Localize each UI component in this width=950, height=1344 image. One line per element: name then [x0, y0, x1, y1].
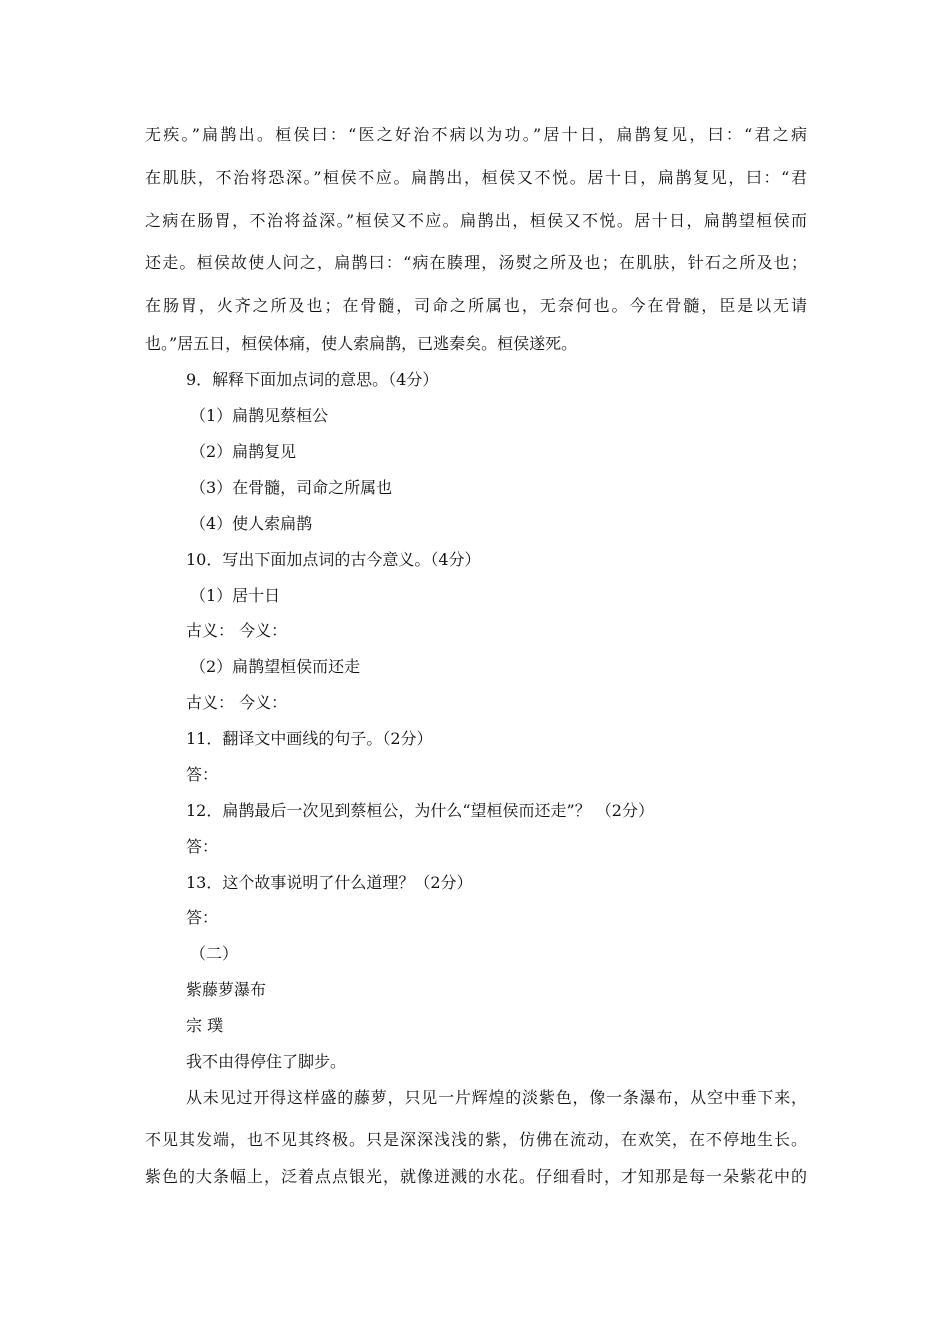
question-11-answer: 答： — [186, 765, 219, 784]
passage-title: 紫藤萝瀑布 — [186, 980, 267, 999]
passage1-line-5: 在肠胃，火齐之所及也；在骨髓，司命之所属也，无奈何也。今在骨髓，臣是以无请 — [145, 296, 807, 315]
question-10-prompt: 10．写出下面加点词的古今意义。（4分） — [186, 550, 481, 569]
question-9-item-3: （3）在骨髓，司命之所属也 — [190, 478, 393, 497]
passage1-line-4: 还走。桓侯故使人问之，扁鹊曰：“病在腠理，汤熨之所及也；在肌肤，针石之所及也； — [145, 253, 807, 272]
question-9-item-4: （4）使人索扁鹊 — [190, 514, 313, 533]
passage1-line-1: 无疾。”扁鹊出。桓侯曰：“医之好治不病以为功。”居十日，扁鹊复见，曰：“君之病 — [145, 125, 807, 144]
question-11-prompt: 11．翻译文中画线的句子。（2分） — [186, 729, 433, 748]
question-10-item-1: （1）居十日 — [190, 586, 281, 605]
passage2-first-paragraph: 我不由得停住了脚步。 — [186, 1052, 347, 1071]
question-10-answer-1: 古义： 今义： — [186, 621, 288, 640]
passage2-line-2: 不见其发端，也不见其终极。只是深深浅浅的紫，仿佛在流动，在欢笑，在不停地生长。 — [145, 1130, 807, 1149]
passage2-line-1: 从未见过开得这样盛的藤萝，只见一片辉煌的淡紫色，像一条瀑布，从空中垂下来， — [186, 1088, 807, 1107]
passage2-line-3: 紫色的大条幅上，泛着点点银光，就像迸溅的水花。仔细看时，才知那是每一朵紫花中的 — [145, 1167, 807, 1186]
question-12-prompt: 12．扁鹊最后一次见到蔡桓公，为什么“望桓侯而还走”？ （2分） — [186, 801, 654, 820]
question-13-answer: 答： — [186, 908, 219, 927]
passage1-line-6: 也。”居五日，桓侯体痛，使人索扁鹊，已逃秦矣。桓侯遂死。 — [145, 334, 578, 353]
question-9-item-1: （1）扁鹊见蔡桓公 — [190, 406, 329, 425]
question-12-answer: 答： — [186, 837, 219, 856]
question-13-prompt: 13．这个故事说明了什么道理？（2分） — [186, 873, 473, 892]
question-9-prompt: 9．解释下面加点词的意思。（4分） — [186, 370, 439, 389]
question-10-answer-2: 古义： 今义： — [186, 693, 288, 712]
passage-author: 宗 璞 — [186, 1016, 224, 1035]
passage1-line-3: 之病在肠胃，不治将益深。”桓侯又不应。扁鹊出，桓侯又不悦。居十日，扁鹊望桓侯而 — [145, 211, 807, 230]
question-10-item-2: （2）扁鹊望桓侯而还走 — [190, 657, 361, 676]
section-heading: （二） — [190, 944, 239, 963]
question-9-item-2: （2）扁鹊复见 — [190, 442, 297, 461]
passage1-line-2: 在肌肤，不治将恐深。”桓侯不应。扁鹊出，桓侯又不悦。居十日，扁鹊复见，曰：“君 — [145, 168, 807, 187]
